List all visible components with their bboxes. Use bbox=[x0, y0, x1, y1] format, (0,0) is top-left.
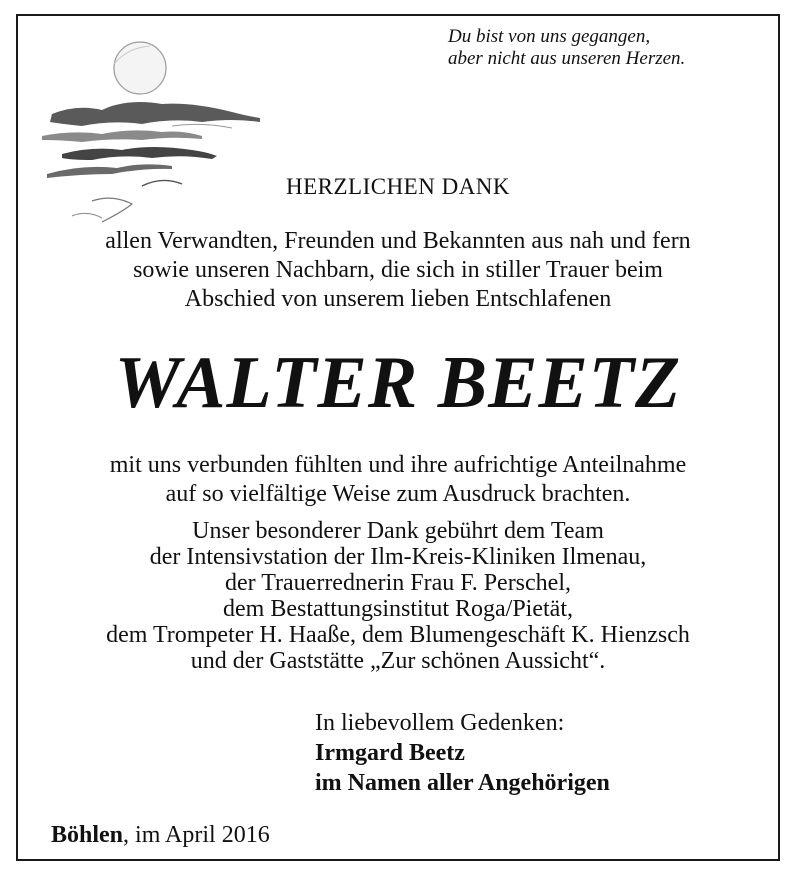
motto-line: Du bist von uns gegangen, bbox=[448, 26, 651, 47]
moon-landscape-illustration bbox=[32, 26, 262, 231]
signature-on-behalf: im Namen aller Angehörigen bbox=[315, 770, 610, 796]
intro-line: allen Verwandten, Freunden und Bekannten aus nah und fern bbox=[105, 228, 691, 254]
special-thanks-line: dem Bestattungsinstitut Roga/Pietät, bbox=[223, 596, 573, 622]
deceased-name: WALTER BEETZ bbox=[114, 342, 682, 424]
signature-block bbox=[315, 708, 610, 798]
motto bbox=[448, 26, 748, 70]
heading: HERZLICHEN DANK bbox=[285, 174, 511, 199]
signature-name: Irmgard Beetz bbox=[315, 740, 465, 766]
signature-closing: In liebevollem Gedenken: bbox=[315, 710, 565, 736]
special-thanks-line: dem Trompeter H. Haaße, dem Blumengeschäft K. Hienzsch bbox=[106, 622, 690, 648]
date: , im April 2016 bbox=[123, 822, 270, 848]
thanks-line: mit uns verbunden fühlten und ihre aufrichtige Anteilnahme bbox=[109, 452, 687, 478]
intro-line: sowie unseren Nachbarn, die sich in stiller Trauer beim bbox=[133, 257, 663, 283]
special-thanks-line: und der Gaststätte „Zur schönen Aussicht“. bbox=[190, 648, 606, 674]
motto-line: aber nicht aus unseren Herzen. bbox=[448, 48, 686, 69]
special-thanks-line: der Intensivstation der Ilm-Kreis-Kliniken Ilmenau, bbox=[149, 544, 647, 570]
obituary-card bbox=[16, 14, 780, 861]
place-date bbox=[51, 822, 270, 849]
intro-text bbox=[18, 227, 778, 314]
special-thanks-line: der Trauerrednerin Frau F. Perschel, bbox=[225, 570, 571, 596]
thanks-line: auf so vielfältige Weise zum Ausdruck brachten. bbox=[165, 481, 631, 507]
special-thanks-line: Unser besonderer Dank gebührt dem Team bbox=[192, 518, 604, 544]
thanks-text bbox=[18, 451, 778, 509]
intro-line: Abschied von unserem lieben Entschlafenen bbox=[184, 286, 612, 312]
special-thanks bbox=[18, 518, 778, 674]
place: Böhlen bbox=[51, 822, 124, 848]
